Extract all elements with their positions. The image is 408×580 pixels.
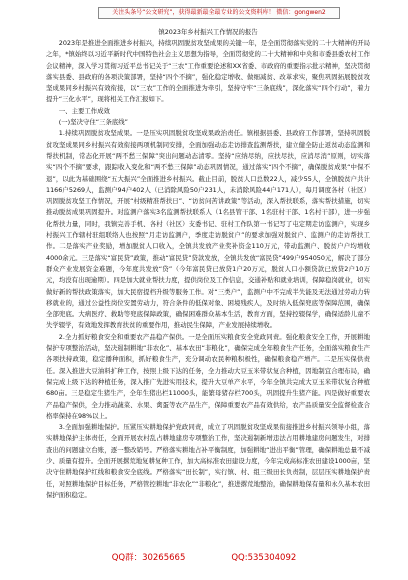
- qq-text: QQ:535304092: [231, 553, 297, 563]
- promo-banner: 关注头条号“公文研究”，获得最新最全最专业的公文资料库！ 微信：gongwen2: [98, 7, 340, 19]
- document-body: [46, 26, 370, 501]
- contact-footer: [0, 552, 408, 564]
- document-title: 镇2023年乡村振兴工作情况的报告: [158, 28, 258, 36]
- qq-group-text: QQ群：30265665: [111, 553, 186, 563]
- subsection-heading: (一)坚决守住“三条底线”: [58, 118, 128, 127]
- section-heading: 一、主要工作成效: [58, 106, 110, 115]
- paragraph-farmland-protection: 3.全面加强耕地保护。压紧压实耕地保护党政同责，成立了巩固脱贫攻坚成果衔接推进乡村振兴领导小组，落实耕地保护主体责任，全面开展农村乱占耕地建房专项整治工作，坚决遏制新增违法占用耕地建房问题发生，对排查出的问题建立台账，逐一整改销号。严格落实耕地占补平衡制度，加强耕地“进出平衡”管理，确保耕地总量不减少、质量有提升。全面开展撂荒地复耕复种工作，加大高标准农田建设力度，今年完成高标准农田建设1000亩，坚决守住耕地保护红线和粮食安全底线。严格落实“田长制”，实行镇、村、组三级田长负责制，层层压实耕地保护责任，对照耕地保护目标任务，严格管控耕地“非农化”“非粮化”，推进撂荒地整治，确保耕地保有量和永久基本农田保护面积稳定。: [46, 423, 370, 499]
- paragraph-intro: 2023年是推进全面推进乡村振兴，持续巩固脱贫攻坚成果的关键一年，是全面贯彻落实党的二十大精神的开局之年，*镇始终以习近平新时代中国特色社会主义思想为指导，全面贯彻党的二十大精神和中央和市委县委农村工作会议精神，深入学习贯彻习近平总书记关于“三农”工作重要论述和XX省委、市政府的重要指示批示精神，坚决贯彻落实县委、县政府的各项决策部署，坚持“四个不摘”，强化稳定增收、做细减贫、改革求实，聚焦巩固拓展脱贫攻坚成果同乡村振兴有效衔接，以“三农”工作的全面推进为牵引，坚持守牢“三条底线”，深化落实“四个行动”，着力提升“三化水平”，现将相关工作汇报如下。: [46, 39, 370, 104]
- paragraph-poverty-results: 1.持续巩固脱贫攻坚成果。一是压实巩固脱贫攻坚成果政治责任。镇根据县委、县政府工作部署，坚持巩固脱贫攻坚成果同乡村振兴有效衔接两项机制同安排，全面加强动态走访排查监测帮扶，建立健全防止返贫动态监测和帮扶机制，常态化开展“两不愁三保障”突出问题动态清零。坚持“应纳尽纳，应扶尽扶，应消尽消”原则，切实落实“四个不摘”要求，跟踪收入变化和“两不愁三保障”动态巩固情况，通过落实“四个不摘”，确保脱贫成果“中保不退”，以此为基础围绕“五大振兴”全面推进乡村振兴。截止目前，脱贫人口总数22人，减少55人，全镇脱贫户共计1166户5269人，监测户94户402人（已消除风险50户231人，未消除风险44户171人），每月调度各村（社区）巩固脱贫攻坚工作情况，开展“村级精准帮扶日”、“访贫问苦讲政策”等活动，深入帮扶联系，落实帮扶措施，切实推动脱贫成果巩固提升。对监测户落实3名监测帮扶联系人（1名县管干部、1名驻村干部、1名村干部），进一步强化帮扶力量，同时，我镇完善手机、各村（社区）支委书记、驻村工作队第一书记写了屯定期走访监测户，实现乡村振兴工作辖村驻组联络人也按照“月走访监测户，季度走访脱贫户”的要求加强对脱贫户、监测户的走访帮扶工作。二是落实产业奖励，增加脱贫人口收入，全镇共发放产业奖补资金110万元，带动监测户、脱贫户户均增收4000余元。三是落实“富民贷”政策，推动“富民贷”贷款发放，全镇共发放“富民贷”499户954050元，解决了部分群众产业发展资金难题，今年度共发放“贷”（今年富民贷已放贷1户20万元，脱贫人口小额贷款已放贷2户10万元，均没有出现逾期）。四是加大就业帮扶力度，提供岗位及工作信息，交通补贴和就业培训，保障稳岗就业，切实做好新的帮扶政策落实，加大民宿提档升级等服务工作。对“三类户”，监测户中不完成半失能及无法通过劳动力转移就业的，通过公益性岗位安置劳动力，符合条件的低保对象、困境残疾人，及时纳入低保兜底等保障范围，确保全部兜底。大病医疗、救助等兜底保障政策，确保困难群众基本生活，教育方面，坚持控辍保学，确保适龄儿童不失学辍学，有效地发挥教育扶贫的重要作用，推动民生保障，产业发展持续增收。: [46, 129, 370, 330]
- paragraph-grain-security: 2.全力抓好粮食安全和重要农产品稳产保供。一是全面压实粮食安全党政同责。强化粮食安全工作，开展耕地保护专项整治活动，坚决遏制耕地“非农化”、基本农田“非粮化”，确保完成全年粮食生产任务，全面落实粮食生产各项扶持政策，稳定播种面积，抓好粮食生产，充分调动农民种粮积极性，确保粮食稳产增产。二是压实保供责任。深入推进大豆油料扩种工作，按照上级下达的任务，全力推动大豆玉米带状复合种植，因地制宜合理布局，确保完成上级下达的种植任务，深入推广先进实用技术，提升大豆单产水平，今年全镇共完成大豆玉米带状复合种植680亩。三是稳定生猪生产，全年生猪出栏11000头，能繁母猪存栏700头，巩固提升生猪产能。四是做好重要农产品稳产保供，全力推动蔬菜、水果、禽蛋等农产品生产，保障重要农产品有效供给，农产品质量安全监督检查合格率保持在98%以上。: [46, 332, 370, 420]
